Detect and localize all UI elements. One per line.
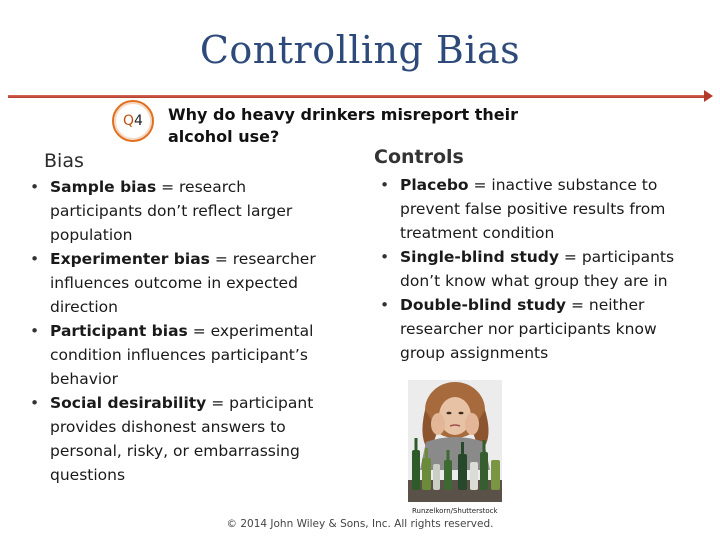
bias-term: Sample bias [50,178,157,196]
bias-list [24,175,334,487]
list-item [24,247,334,319]
list-item [374,173,694,245]
question-badge [112,100,154,142]
question-badge-number: 4 [134,113,143,129]
controls-heading: Controls [374,146,464,168]
bias-definition: = participant provides dishonest answers to personal, risky, or embarrassing questions [50,394,314,484]
slide-title: Controlling Bias [199,28,521,72]
woman-with-bottles-illustration [408,380,502,502]
control-definition: = participants don’t know what group they are in [400,248,675,290]
copyright-notice: © 2014 John Wiley & Sons, Inc. All rights reserved. [226,518,494,530]
list-item [374,293,694,365]
list-item [24,319,334,391]
divider-arrow-icon [704,90,713,102]
bias-definition: = researcher influences outcome in expected direction [50,250,316,316]
control-term: Placebo [400,176,469,194]
bias-definition: = experimental condition influences participant’s behavior [50,322,314,388]
bias-term: Social desirability [50,394,207,412]
control-definition: = inactive substance to prevent false positive results from treatment condition [400,176,666,242]
control-term: Single-blind study [400,248,559,266]
list-item [24,175,334,247]
question-text: Why do heavy drinkers misreport their alcohol use? [168,105,519,146]
title-divider [8,95,706,98]
control-definition: = neither researcher nor participants know group assignments [400,296,657,362]
image-credit: Runzelkorn/Shutterstock [412,507,498,515]
controls-list [374,173,694,365]
woman-with-bottles-photo [408,380,502,502]
bias-term: Experimenter bias [50,250,210,268]
bias-definition: = research participants don’t reflect larger population [50,178,293,244]
control-term: Double-blind study [400,296,567,314]
bias-heading: Bias [44,150,84,172]
list-item [24,391,334,487]
list-item [374,245,694,293]
bias-term: Participant bias [50,322,188,340]
question-badge-letter: Q [123,113,135,129]
